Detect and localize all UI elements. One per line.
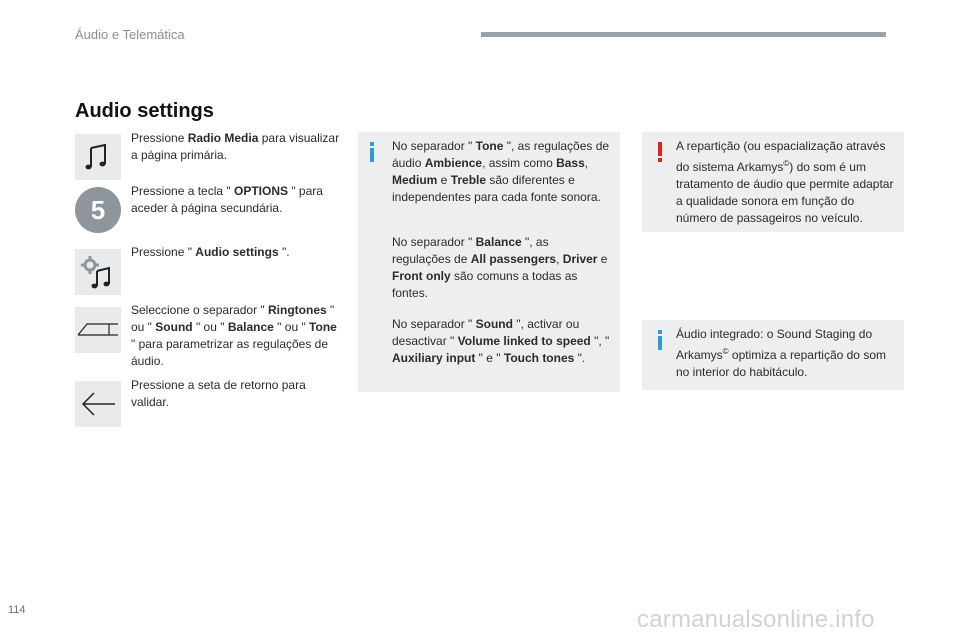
tab-shape-icon: [75, 307, 121, 353]
back-arrow-icon: [75, 381, 121, 427]
watermark: carmanualsonline.info: [637, 606, 875, 633]
step-1-text: Pressione Radio Media para visualizar a página primária.: [131, 131, 340, 162]
page-number: 114: [8, 604, 26, 616]
step-2-text: Pressione a tecla " OPTIONS " para aceder à página secundária.: [131, 184, 323, 215]
warning-text: A repartição (ou espacialização através do sistema Arkamys©) do som é um tratamento de áudio que permite adaptar a qualidade sonora em função do número de passageiros no veículo.: [676, 139, 894, 225]
info-tone-paragraph: No separador " Tone ", as regulações de áudio Ambience, assim como Bass, Medium e Treble são diferentes e independentes para cada fonte sonora.: [392, 139, 610, 204]
music-note-icon: [75, 134, 121, 180]
step-4-text: Seleccione o separador " Ringtones " ou " Sound " ou " Balance " ou " Tone " para parametrizar as regulações de áudio.: [131, 303, 337, 368]
info-box-tabs: [358, 132, 620, 392]
step-number-badge: 5: [75, 187, 121, 233]
info-arkamys-text: Áudio integrado: o Sound Staging do Arkamys© optimiza a repartição do som no interior do habitáculo.: [676, 327, 886, 379]
info-box-arkamys: [642, 320, 904, 390]
step-3-text: Pressione " Audio settings ".: [131, 245, 290, 259]
gear-music-icon: [75, 249, 121, 295]
warning-box: [642, 132, 904, 232]
page-title: Audio settings: [75, 100, 214, 122]
info-balance-paragraph: No separador " Balance ", as regulações de All passengers, Driver e Front only são comuns a todas as fontes.: [392, 235, 608, 300]
info-sound-paragraph: No separador " Sound ", activar ou desactivar " Volume linked to speed ", " Auxiliary input " e " Touch tones ".: [392, 317, 610, 365]
header-section-title: Áudio e Telemática: [75, 27, 185, 42]
step-5-text: Pressione a seta de retorno para validar.: [131, 378, 306, 409]
header-divider-bar: [481, 32, 886, 37]
